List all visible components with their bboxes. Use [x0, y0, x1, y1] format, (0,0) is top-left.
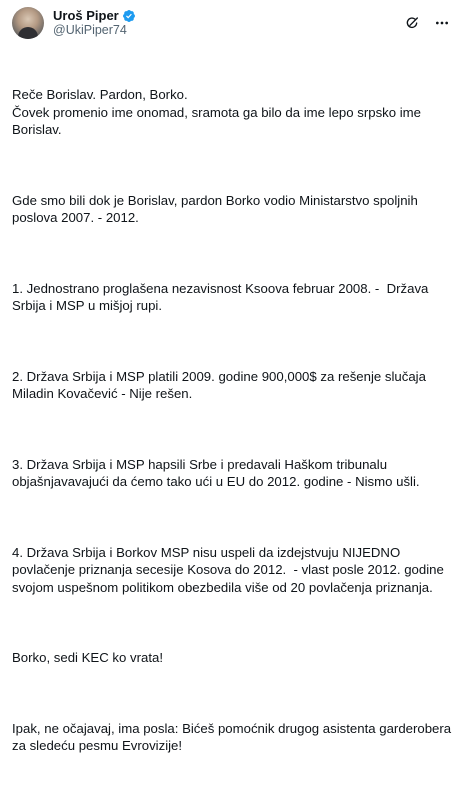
name-row: [53, 8, 136, 23]
more-horizontal-icon[interactable]: [434, 15, 450, 31]
author-handle[interactable]: @UkiPiper74: [53, 23, 127, 37]
tweet-paragraph: 1. Jednostrano proglašena nezavisnost Ksoova februar 2008. - Država Srbija i MSP u mišjoj rupi.: [12, 280, 433, 314]
avatar[interactable]: [12, 7, 44, 39]
author-display-name[interactable]: Uroš Piper: [53, 8, 119, 23]
grok-icon[interactable]: [404, 15, 420, 31]
tweet-paragraph: Borko, sedi KEC ko vrata!: [12, 650, 163, 666]
tweet-paragraph: Gde smo bili dok je Borislav, pardon Borko vodio Ministarstvo spoljnih poslova 2007. - 2012.: [12, 192, 422, 226]
verified-badge-icon[interactable]: [122, 9, 136, 23]
tweet-paragraph: Ipak, ne očajavaj, ima posla: Bićeš pomoćnik drugog asistenta garderobera za sledeću pesmu Evrovizije!: [12, 720, 455, 754]
tweet-paragraph: 2. Država Srbija i MSP platili 2009. godine 900,000$ za rešenje slučaja Miladin Kovačević - Nije rešen.: [12, 368, 430, 402]
tweet-paragraph: 3. Država Srbija i MSP hapsili Srbe i predavali Haškom tribunalu objašnjavavajući da ćemo tako ući u EU do 2012. godine - Nismo ušli.: [12, 456, 420, 490]
tweet-paragraph: Reče Borislav. Pardon, Borko. Čovek promenio ime onomad, sramota ga bilo da ime lepo srpsko ime Borislav.: [12, 87, 422, 138]
author-info: [53, 8, 136, 38]
tweet-header: [12, 6, 456, 40]
header-actions: [404, 15, 456, 31]
tweet-paragraph: 4. Država Srbija i Borkov MSP nisu uspeli da izdejstvuju NIJEDNO povlačenje priznanja secesije Kosova do 2012. - vlast posle 2012. godine svojom uspešnom politikom obezbedila više od 20 povlačenja priznanja.: [12, 544, 448, 595]
tweet-text: [12, 51, 456, 808]
